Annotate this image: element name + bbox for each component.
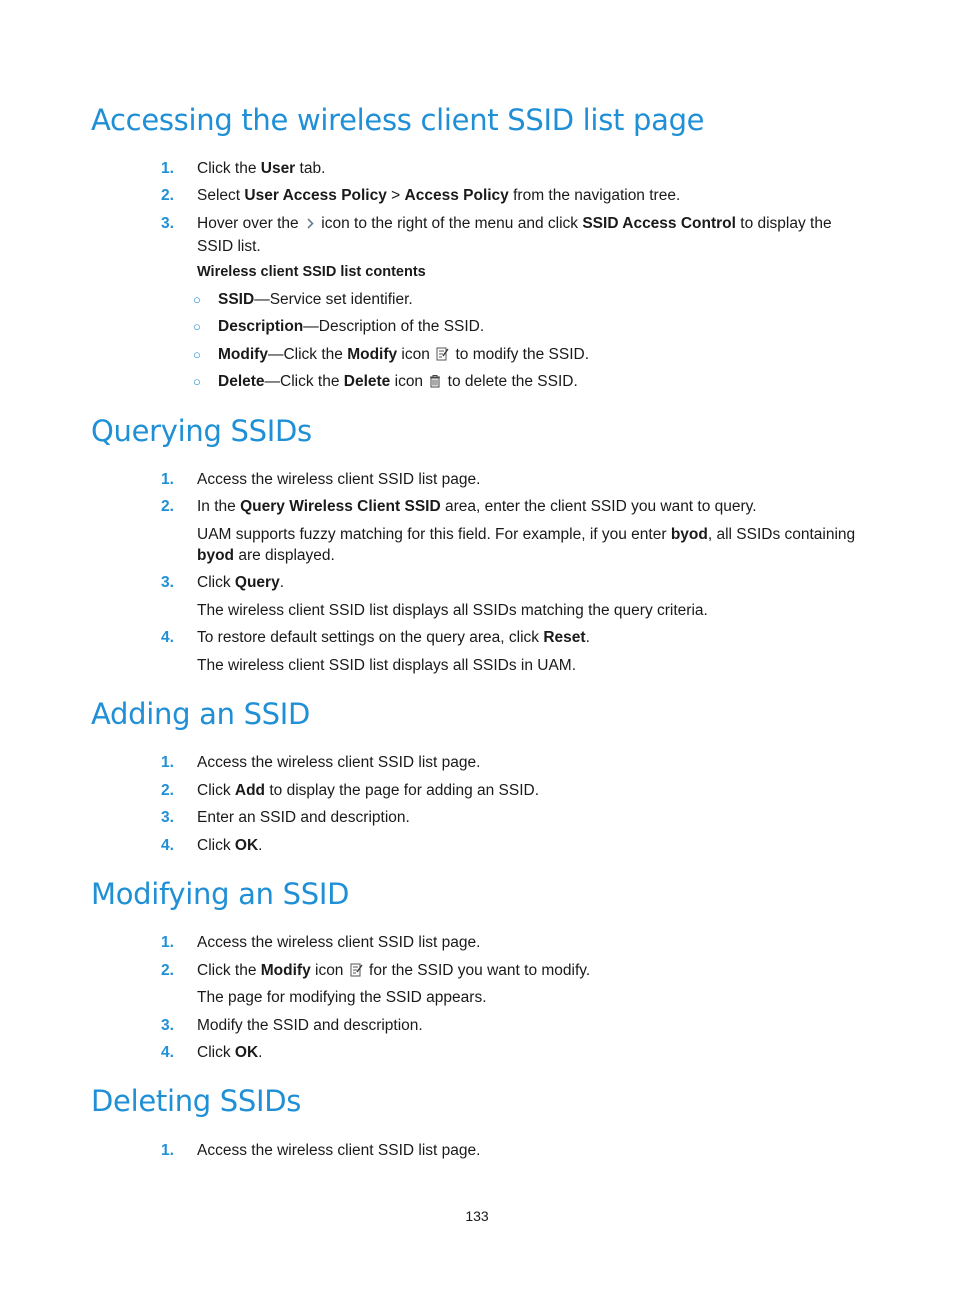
step-number: 1. [161,160,174,177]
step-text: Access the wireless client SSID list page. [197,1142,481,1159]
step-text: Modify the SSID and description. [197,1017,423,1034]
step-text: Hover over the icon to the right of the menu and click SSID Access Control to display the SSID list. [197,215,832,255]
trash-icon [429,373,441,394]
bullet-circle-icon: ○ [193,319,201,334]
list-heading: Wireless client SSID list contents [197,264,426,280]
section-title-querying-ssids: Querying SSIDs [91,414,312,448]
step-number: 1. [161,1142,174,1159]
step-text: Click the Modify icon for the SSID you want to modify. [197,960,869,983]
step-number: 1. [161,754,174,771]
step-text: Click OK. [197,837,263,854]
step-note: The wireless client SSID list displays all SSIDs matching the query criteria. [197,602,708,619]
step-number: 2. [161,962,174,979]
document-page: Accessing the wireless client SSID list page 1. Click the User tab. 2. Select User Access Policy > Access Policy from the navigation tree. 3. Hover over the icon to the right of the menu and click SSID Access Control to display the SSID list. Wireless client SSID list contents ○ SSID—Service set identifier. ○ Description—Description of the SSID. ○ Modify—Click the Modify icon to modify the SSID. ○ Delete—Click the Delete icon to delete the SSID. Querying SSIDs 1. Access the wireless client SSID list page. 2. In the Query Wireless Client SSID area, enter the client SSID you want to query. UAM supports fuzzy matching for this field. For example, if you enter byod, all SSIDs containing byod are displayed. 3. Click Query. The wireless client SSID list displays all SSIDs matching the query criteria. 4. To restore default settings on the query area, click Reset. The wireless client SSID list displays all SSIDs in UAM. Adding an SSID 1. Access the wireless client SSID list page. 2. Click Add to display the page for adding an SSID. 3. Enter an SSID and description. 4. Click OK. Modifying an SSID 1. Access the wireless client SSID list page. 2. Click the Modify icon for the SSID you want to modify. The page for modifying the SSID appears. 3. Modify the SSID and description. 4. Click OK. Deleting SSIDs 1. Access the wireless client SSID list page. 133 [0,0,954,1296]
bullet-circle-icon: ○ [193,292,201,307]
step-text: Click the User tab. [197,160,326,177]
step-text: Access the wireless client SSID list page. [197,934,481,951]
step-number: 3. [161,215,174,232]
step-number: 3. [161,574,174,591]
step-text: Click OK. [197,1044,263,1061]
modify-icon [436,346,449,367]
section-title-deleting-ssids: Deleting SSIDs [91,1084,302,1118]
modify-icon [350,962,363,983]
step-text: To restore default settings on the query area, click Reset. [197,629,590,646]
step-number: 3. [161,1017,174,1034]
step-text: Click Query. [197,574,285,591]
step-number: 4. [161,1044,174,1061]
section-title-adding-ssid: Adding an SSID [91,697,311,731]
step-note: The page for modifying the SSID appears. [197,989,487,1006]
chevron-right-icon [305,215,315,236]
step-text: Click Add to display the page for adding an SSID. [197,782,540,799]
bullet-circle-icon: ○ [193,374,201,389]
step-number: 4. [161,629,174,646]
step-number: 2. [161,782,174,799]
page-number: 133 [465,1208,489,1224]
step-number: 4. [161,837,174,854]
step-number: 3. [161,809,174,826]
step-number: 2. [161,187,174,204]
section-title-accessing-ssid-list: Accessing the wireless client SSID list page [91,103,705,137]
step-note: The wireless client SSID list displays all SSIDs in UAM. [197,657,577,674]
step-number: 2. [161,498,174,515]
step-number: 1. [161,471,174,488]
step-note: UAM supports fuzzy matching for this field. For example, if you enter byod, all SSIDs containing byod are displayed. [197,526,856,564]
step-text: Select User Access Policy > Access Policy from the navigation tree. [197,187,681,204]
step-number: 1. [161,934,174,951]
step-text: Access the wireless client SSID list page. [197,754,481,771]
section-title-modifying-ssid: Modifying an SSID [91,877,350,911]
bullet-circle-icon: ○ [193,347,201,362]
step-text: In the Query Wireless Client SSID area, enter the client SSID you want to query. [197,498,757,515]
step-text: Access the wireless client SSID list page. [197,471,481,488]
step-text: Enter an SSID and description. [197,809,410,826]
